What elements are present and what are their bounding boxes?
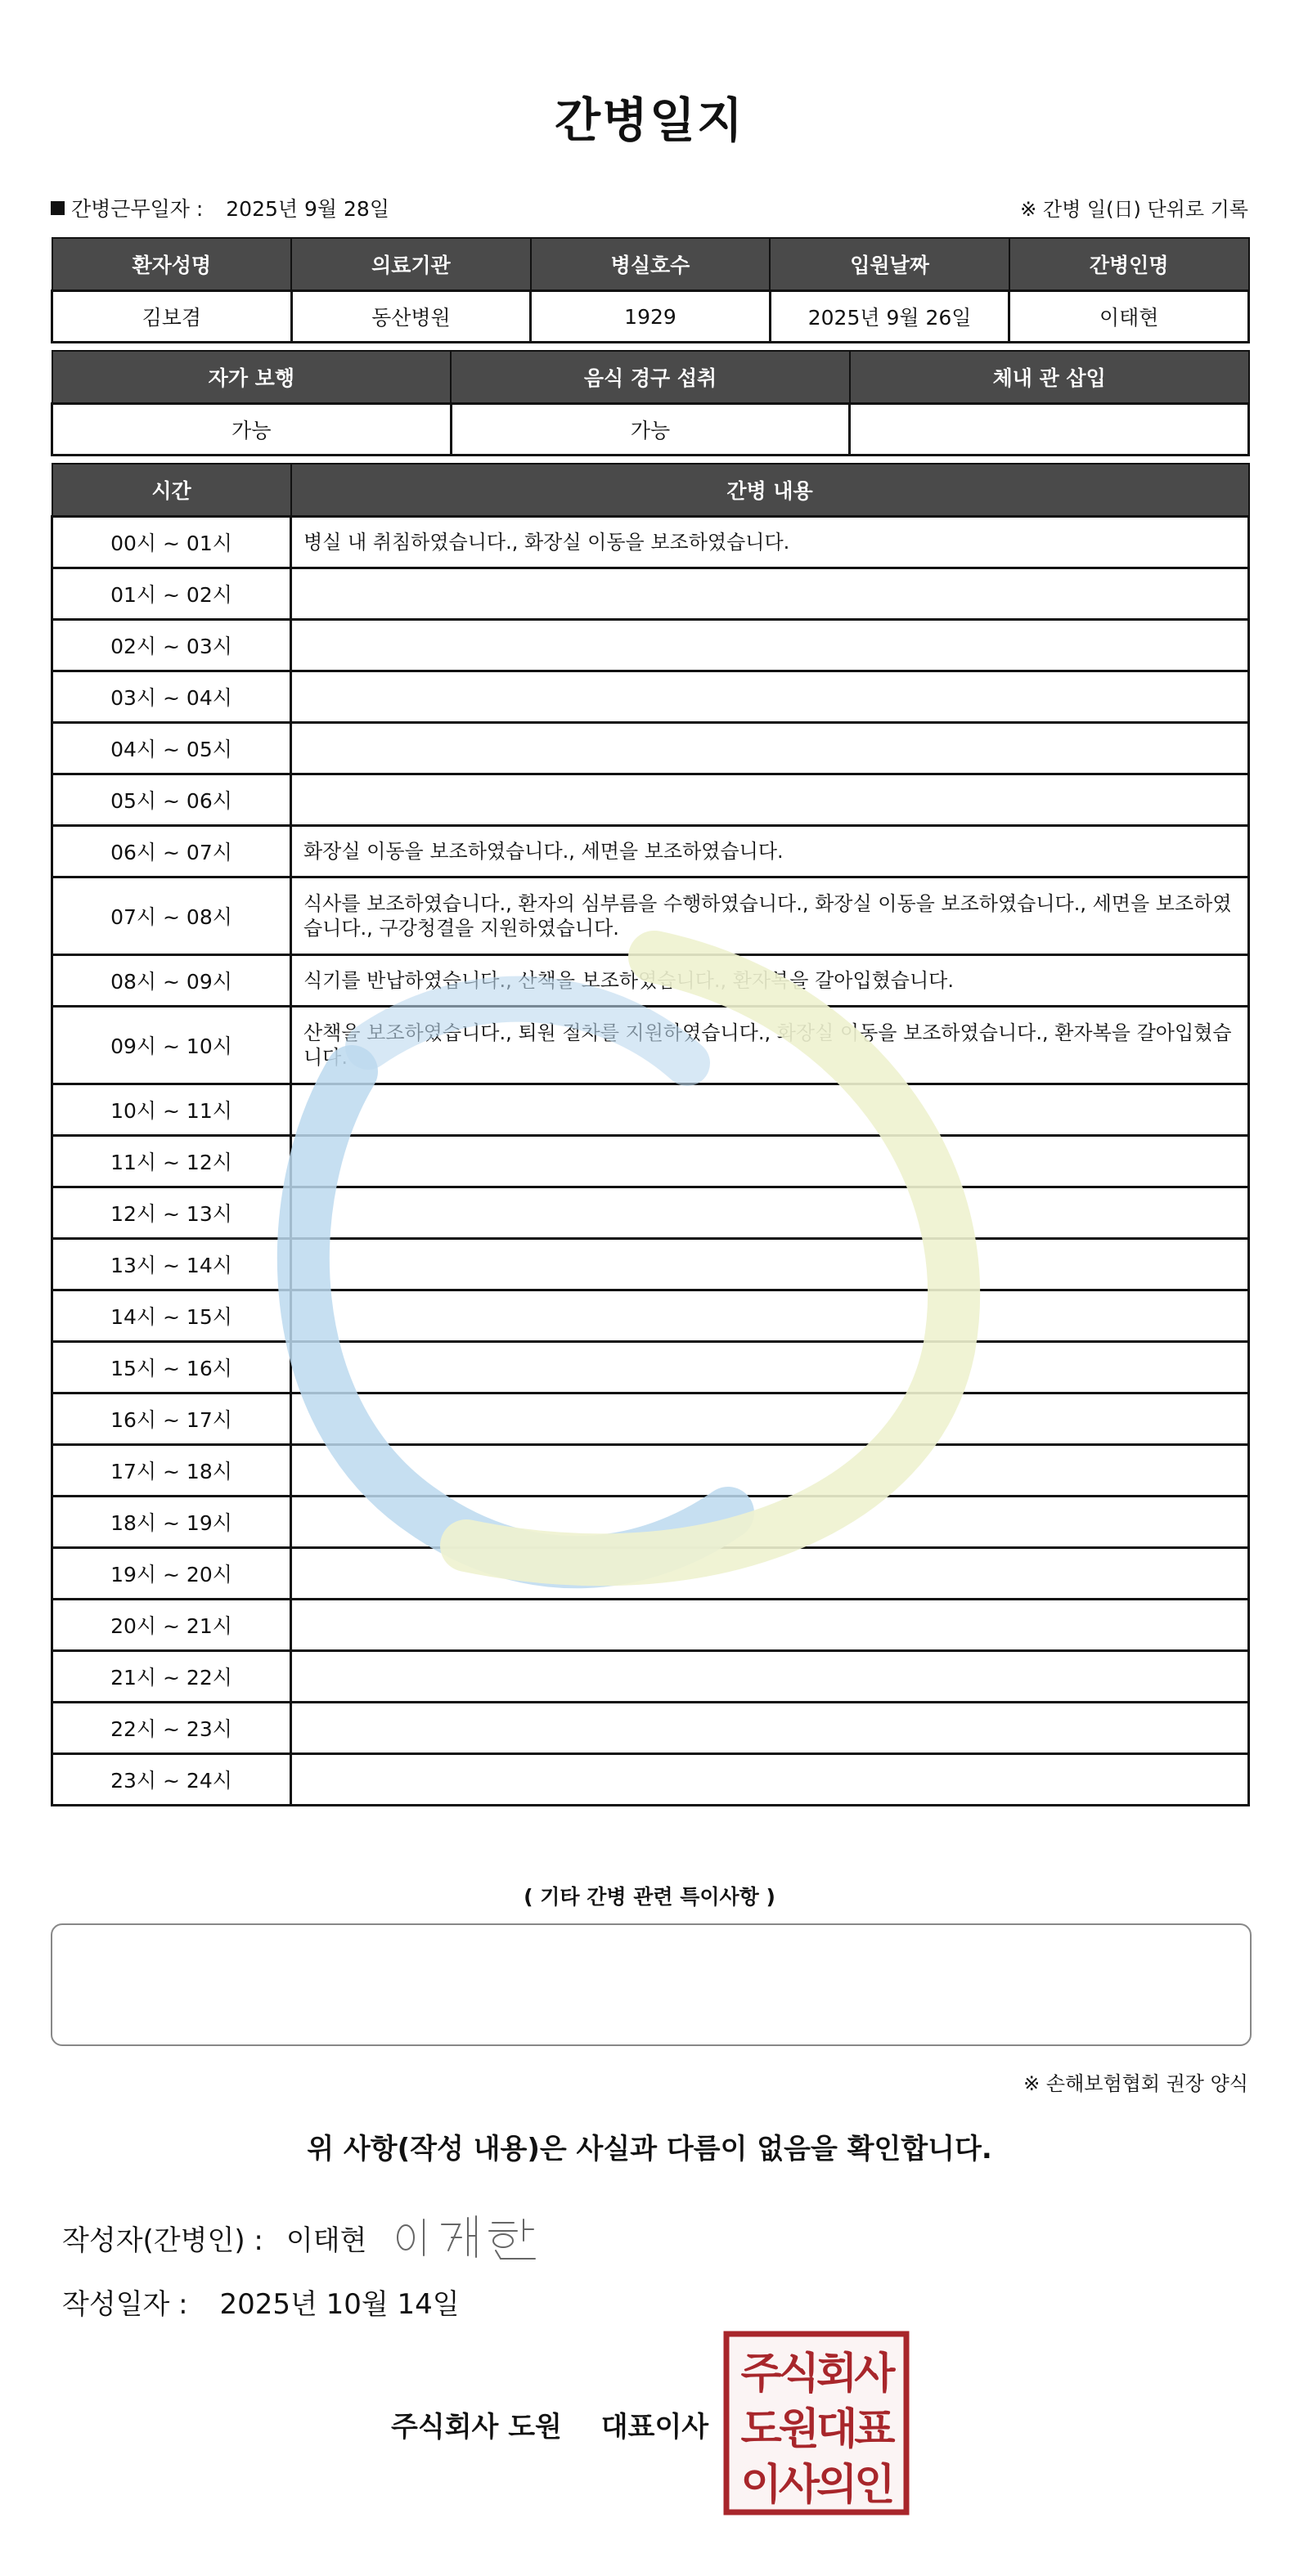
bullet-square-icon xyxy=(51,201,65,215)
log-row xyxy=(52,517,1249,568)
written-date-line xyxy=(62,2282,460,2322)
log-content: 식사를 보조하였습니다., 환자의 심부름을 수행하였습니다., 화장실 이동을 보조하였습니다., 세면을 보조하였습니다., 구강청결을 지원하였습니다. xyxy=(291,877,1249,955)
log-content xyxy=(291,1754,1249,1806)
log-row xyxy=(52,1548,1249,1600)
log-content xyxy=(291,1239,1249,1290)
log-content xyxy=(291,723,1249,774)
log-time: 09시 ~ 10시 xyxy=(52,1007,291,1084)
log-time: 16시 ~ 17시 xyxy=(52,1393,291,1445)
company-line xyxy=(391,2404,708,2444)
log-time: 06시 ~ 07시 xyxy=(52,826,291,877)
patient-name: 김보겸 xyxy=(52,291,292,343)
log-content xyxy=(291,1497,1249,1548)
log-time: 08시 ~ 09시 xyxy=(52,955,291,1007)
log-content xyxy=(291,1600,1249,1651)
log-content: 식기를 반납하였습니다., 산책을 보조하였습니다., 환자복을 갈아입혔습니다. xyxy=(291,955,1249,1007)
log-content xyxy=(291,1703,1249,1754)
log-row xyxy=(52,1136,1249,1187)
special-notes-label: ( 기타 간병 관련 특이사항 ) xyxy=(524,1885,775,1909)
log-row xyxy=(52,877,1249,955)
record-unit-note: ※ 간병 일(日) 단위로 기록 xyxy=(1020,198,1248,221)
log-time: 23시 ~ 24시 xyxy=(52,1754,291,1806)
log-row xyxy=(52,1651,1249,1703)
log-row xyxy=(52,620,1249,671)
writer-line xyxy=(62,2213,546,2262)
log-row xyxy=(52,568,1249,620)
oral-intake-value: 가능 xyxy=(451,404,850,456)
log-time: 02시 ~ 03시 xyxy=(52,620,291,671)
col-header: 자가 보행 xyxy=(52,351,452,404)
company-ceo-title: 대표이사 xyxy=(600,2411,709,2444)
tube-insertion-value xyxy=(850,404,1249,456)
work-date xyxy=(51,193,389,222)
log-row xyxy=(52,1497,1249,1548)
log-row xyxy=(52,1187,1249,1239)
handwritten-signature xyxy=(391,2213,546,2262)
log-content xyxy=(291,1651,1249,1703)
caregiver-name: 이태현 xyxy=(1009,291,1249,343)
log-content xyxy=(291,1136,1249,1187)
col-header: 체내 관 삽입 xyxy=(850,351,1249,404)
log-time: 19시 ~ 20시 xyxy=(52,1548,291,1600)
work-date-label: 간병근무일자 : xyxy=(71,197,204,221)
log-row xyxy=(52,1007,1249,1084)
log-row xyxy=(52,723,1249,774)
log-time: 21시 ~ 22시 xyxy=(52,1651,291,1703)
log-time: 20시 ~ 21시 xyxy=(52,1600,291,1651)
log-row xyxy=(52,1600,1249,1651)
log-content xyxy=(291,1342,1249,1393)
care-log-table xyxy=(51,463,1250,1806)
col-header: 입원날짜 xyxy=(770,238,1009,291)
col-header: 음식 경구 섭취 xyxy=(451,351,850,404)
log-row xyxy=(52,1290,1249,1342)
log-content: 화장실 이동을 보조하였습니다., 세면을 보조하였습니다. xyxy=(291,826,1249,877)
log-row xyxy=(52,1239,1249,1290)
company-name: 주식회사 도원 xyxy=(391,2411,562,2444)
col-header-time: 시간 xyxy=(52,464,291,517)
log-row xyxy=(52,1342,1249,1393)
log-time: 10시 ~ 11시 xyxy=(52,1084,291,1136)
log-row xyxy=(52,1393,1249,1445)
written-date-label: 작성일자 : xyxy=(62,2288,188,2321)
patient-status-table xyxy=(51,350,1250,456)
log-content xyxy=(291,1548,1249,1600)
log-row xyxy=(52,774,1249,826)
self-walking-value: 가능 xyxy=(52,404,452,456)
patient-info-table xyxy=(51,237,1250,343)
seal-text: 주식회사 xyxy=(740,2349,892,2399)
log-content xyxy=(291,671,1249,723)
log-content xyxy=(291,1187,1249,1239)
log-content xyxy=(291,1290,1249,1342)
log-content xyxy=(291,774,1249,826)
log-content xyxy=(291,1084,1249,1136)
log-time: 07시 ~ 08시 xyxy=(52,877,291,955)
log-row xyxy=(52,826,1249,877)
log-row xyxy=(52,955,1249,1007)
log-content xyxy=(291,1393,1249,1445)
log-time: 05시 ~ 06시 xyxy=(52,774,291,826)
log-time: 15시 ~ 16시 xyxy=(52,1342,291,1393)
col-header-content: 간병 내용 xyxy=(291,464,1249,517)
log-time: 04시 ~ 05시 xyxy=(52,723,291,774)
admission-date: 2025년 9월 26일 xyxy=(770,291,1009,343)
document-title: 간병일지 xyxy=(554,92,745,148)
seal-text: 도원대표 xyxy=(740,2405,892,2454)
log-row xyxy=(52,1703,1249,1754)
hospital-name: 동산병원 xyxy=(291,291,531,343)
log-row xyxy=(52,1084,1249,1136)
log-content xyxy=(291,568,1249,620)
col-header: 병실호수 xyxy=(531,238,771,291)
log-time: 17시 ~ 18시 xyxy=(52,1445,291,1497)
log-row xyxy=(52,1445,1249,1497)
log-row xyxy=(52,1754,1249,1806)
log-content: 산책을 보조하였습니다., 퇴원 절차를 지원하였습니다., 화장실 이동을 보조하였습니다., 환자복을 갈아입혔습니다. xyxy=(291,1007,1249,1084)
room-number: 1929 xyxy=(531,291,771,343)
log-time: 12시 ~ 13시 xyxy=(52,1187,291,1239)
special-notes-box xyxy=(51,1923,1252,2046)
log-content: 병실 내 취침하였습니다., 화장실 이동을 보조하였습니다. xyxy=(291,517,1249,568)
seal-text: 이사의인 xyxy=(740,2461,892,2510)
log-time: 03시 ~ 04시 xyxy=(52,671,291,723)
log-content xyxy=(291,1445,1249,1497)
log-time: 22시 ~ 23시 xyxy=(52,1703,291,1754)
form-source-note: ※ 손해보험협회 권장 양식 xyxy=(1023,2072,1248,2095)
col-header: 간병인명 xyxy=(1009,238,1249,291)
log-time: 01시 ~ 02시 xyxy=(52,568,291,620)
company-seal-stamp xyxy=(723,2331,910,2515)
log-row xyxy=(52,671,1249,723)
log-time: 13시 ~ 14시 xyxy=(52,1239,291,1290)
log-time: 14시 ~ 15시 xyxy=(52,1290,291,1342)
writer-name: 이태현 xyxy=(285,2224,367,2257)
written-date-value: 2025년 10월 14일 xyxy=(219,2288,460,2321)
log-time: 11시 ~ 12시 xyxy=(52,1136,291,1187)
col-header: 환자성명 xyxy=(52,238,292,291)
log-time: 18시 ~ 19시 xyxy=(52,1497,291,1548)
log-content xyxy=(291,620,1249,671)
col-header: 의료기관 xyxy=(291,238,531,291)
writer-label: 작성자(간병인) : xyxy=(62,2224,263,2257)
log-time: 00시 ~ 01시 xyxy=(52,517,291,568)
work-date-value: 2025년 9월 28일 xyxy=(226,197,389,221)
confirmation-statement: 위 사항(작성 내용)은 사실과 다름이 없음을 확인합니다. xyxy=(307,2133,992,2165)
